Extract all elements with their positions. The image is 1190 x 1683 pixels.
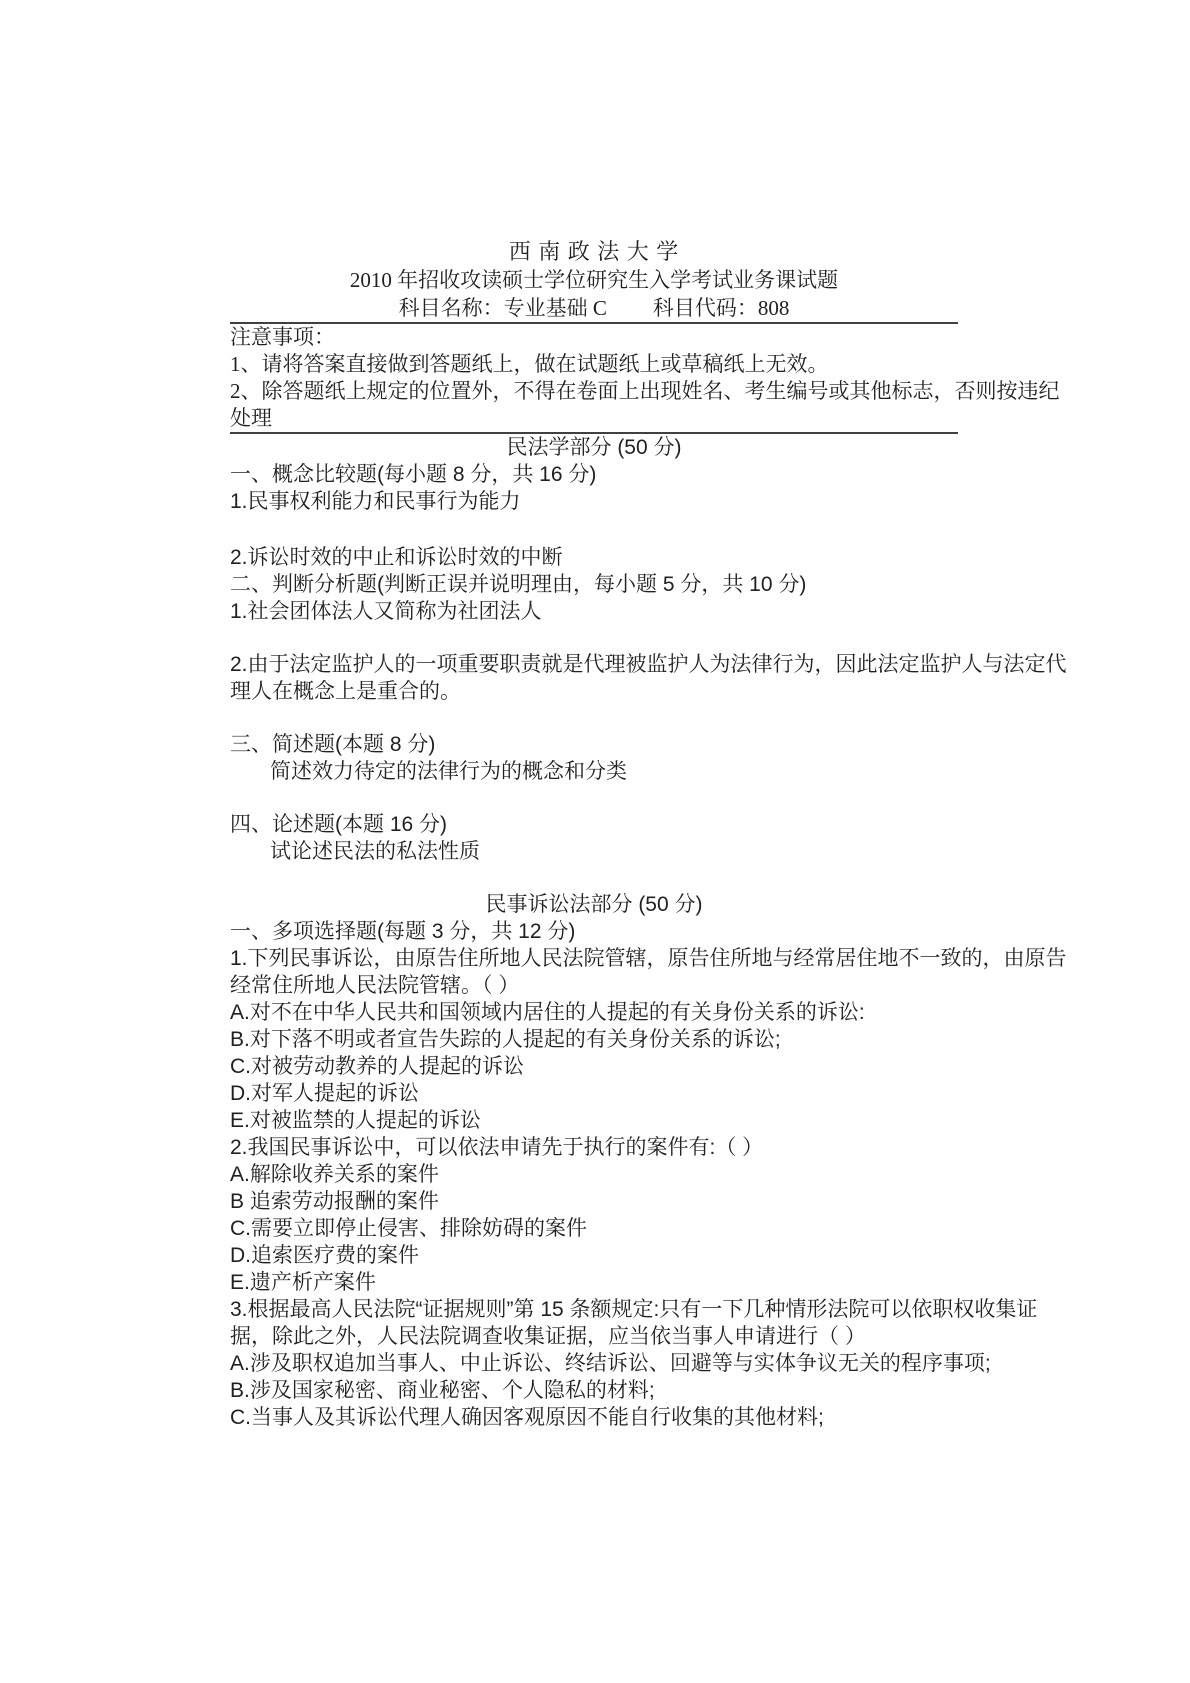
section-title-line: 民事诉讼法部分 (50 分) [485, 893, 703, 916]
question-continuation-line: 理人在概念上是重合的。 [230, 680, 461, 703]
option-line: A.解除收养关系的案件 [230, 1163, 439, 1186]
question-type-heading-line: 三、简述题(本题 8 分) [230, 733, 436, 756]
option-line: D.追索医疗费的案件 [230, 1244, 419, 1267]
question-line: 1.民事权利能力和民事行为能力 [230, 490, 521, 513]
option-line: C.对被劳动教养的人提起的诉讼 [230, 1055, 524, 1078]
question-continuation-line: 据，除此之外，人民法院调查收集证据，应当依当事人申请进行（ ） [230, 1325, 866, 1348]
subject-line [230, 294, 958, 322]
notice-section [230, 324, 1060, 432]
subject-name: 科目名称：专业基础 C [398, 296, 607, 320]
notice-item-line: 2、除答题纸上规定的位置外，不得在卷面上出现姓名、考生编号或其他标志，否则按违纪 [230, 379, 1060, 403]
option-line: A.对不在中华人民共和国领域内居住的人提起的有关身份关系的诉讼: [230, 1001, 865, 1024]
notice-item-line: 1、请将答案直接做到答题纸上，做在试题纸上或草稿纸上无效。 [230, 352, 829, 376]
university-title: 西 南 政 法 大 学 [508, 239, 680, 264]
question-line: 3.根据最高人民法院“证据规则”第 15 条额规定:只有一下几种情形法院可以依职权收集证 [230, 1298, 1038, 1321]
question-line: 2.我国民事诉讼中，可以依法申请先于执行的案件有:（ ） [230, 1136, 764, 1159]
exam-session-title: 2010 年招收攻读硕士学位研究生入学考试业务课试题 [349, 268, 839, 292]
paper-header [230, 238, 1012, 322]
question-type-heading-line: 一、多项选择题(每题 3 分，共 12 分) [230, 920, 576, 943]
option-line: E.对被监禁的人提起的诉讼 [230, 1109, 481, 1132]
exam-body [230, 434, 1067, 1431]
notice-item-continuation-line: 处理 [230, 406, 272, 430]
question-line: 2.由于法定监护人的一项重要职责就是代理被监护人为法律行为，因此法定监护人与法定代 [230, 653, 1067, 676]
option-line: E.遗产析产案件 [230, 1271, 376, 1294]
section-title-line: 民法学部分 (50 分) [506, 436, 682, 459]
question-prompt-line: 试论述民法的私法性质 [270, 840, 480, 863]
notice-heading-line: 注意事项： [230, 325, 335, 349]
question-line: 1.下列民事诉讼，由原告住所地人民法院管辖，原告住所地与经常居住地不一致的，由原告 [230, 947, 1067, 970]
option-line: D.对军人提起的诉讼 [230, 1082, 419, 1105]
question-type-heading-line: 一、概念比较题(每小题 8 分，共 16 分) [230, 463, 597, 486]
question-type-heading-line: 二、判断分析题(判断正误并说明理由，每小题 5 分，共 10 分) [230, 573, 807, 596]
exam-paper-content [230, 238, 1067, 1431]
question-continuation-line: 经常住所地人民法院管辖。（ ） [230, 974, 520, 997]
option-line: B.对下落不明或者宣告失踪的人提起的有关身份关系的诉讼; [230, 1028, 781, 1051]
question-line: 1.社会团体法人又简称为社团法人 [230, 600, 542, 623]
question-line: 2.诉讼时效的中止和诉讼时效的中断 [230, 546, 563, 569]
option-line: C.需要立即停止侵害、排除妨碍的案件 [230, 1217, 587, 1240]
option-line: C.当事人及其诉讼代理人确因客观原因不能自行收集的其他材料; [230, 1406, 824, 1429]
question-prompt-line: 简述效力待定的法律行为的概念和分类 [270, 760, 627, 783]
option-line: A.涉及职权追加当事人、中止诉讼、终结诉讼、回避等与实体争议无关的程序事项; [230, 1352, 991, 1375]
option-line: B 追索劳动报酬的案件 [230, 1190, 439, 1213]
question-type-heading-line: 四、论述题(本题 16 分) [230, 813, 448, 836]
subject-code: 科目代码：808 [652, 296, 790, 320]
option-line: B.涉及国家秘密、商业秘密、个人隐私的材料; [230, 1379, 655, 1402]
